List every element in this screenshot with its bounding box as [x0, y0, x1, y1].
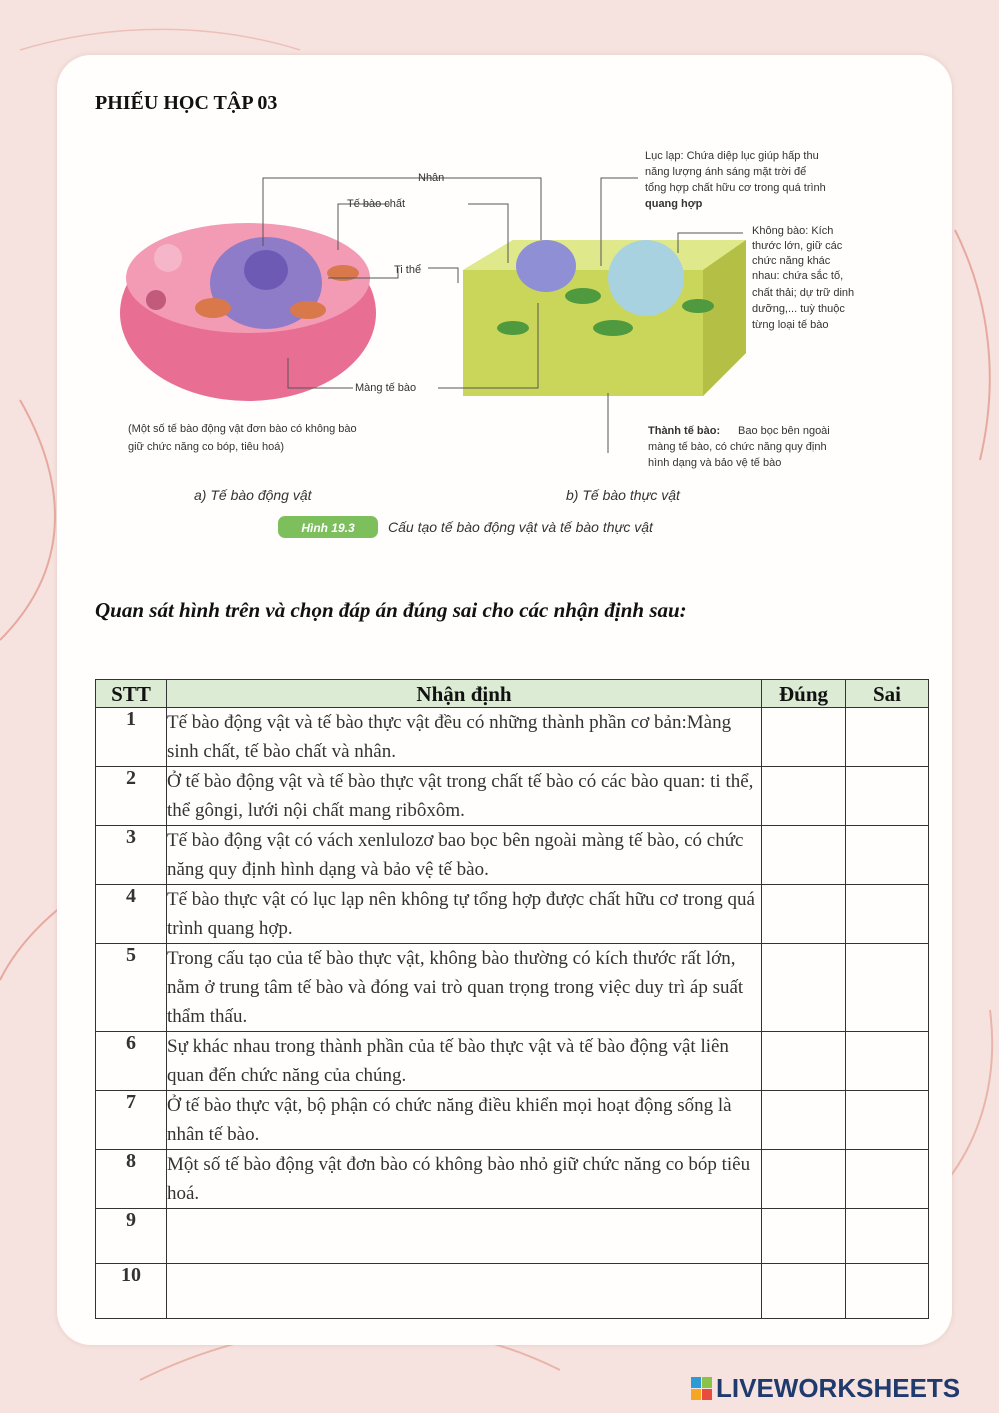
true-answer-cell[interactable] [762, 708, 846, 767]
cell-wall-label-3: hình dạng và bảo vệ tế bào [648, 457, 782, 469]
table-row [96, 1209, 929, 1264]
table-row [96, 826, 929, 885]
header-false: Sai [846, 680, 929, 708]
true-answer-cell[interactable] [762, 944, 846, 1032]
statement-text: Ở tế bào thực vật, bộ phận có chức năng điều khiển mọi hoạt động sống là nhân tế bào. [167, 1091, 762, 1150]
statement-text: Một số tế bào động vật đơn bào có không bào nhỏ giữ chức năng co bóp tiêu hoá. [167, 1150, 762, 1209]
false-answer-cell[interactable] [846, 708, 929, 767]
row-number: 1 [96, 708, 167, 767]
false-answer-cell[interactable] [846, 767, 929, 826]
header-true: Đúng [762, 680, 846, 708]
false-answer-cell[interactable] [846, 944, 929, 1032]
worksheet-title: PHIẾU HỌC TẬP 03 [95, 92, 278, 114]
vacuole-label-3: chức năng khác [752, 255, 831, 267]
figure-caption: Cấu tạo tế bào động vật và tế bào thực vật [388, 519, 653, 535]
true-answer-cell[interactable] [762, 767, 846, 826]
statement-text: Trong cấu tạo của tế bào thực vật, không bào thường có kích thước rất lớn, nằm ở trung tâm tế bào và đóng vai trò quan trọng trong việc duy trì áp suất thẩm thấu. [167, 944, 762, 1032]
cell-structure-figure [118, 138, 878, 558]
table-row [96, 1150, 929, 1209]
row-number: 7 [96, 1091, 167, 1150]
row-number: 8 [96, 1150, 167, 1209]
chloroplast-label-2: năng lượng ánh sáng mặt trời để [645, 166, 807, 178]
false-answer-cell[interactable] [846, 1032, 929, 1091]
table-row [96, 1032, 929, 1091]
plant-cell-illustration [463, 240, 746, 396]
caption-animal-cell: a) Tế bào động vật [194, 487, 312, 503]
statement-text: Ở tế bào động vật và tế bào thực vật trong chất tế bào có các bào quan: ti thể, thể gôngi, lưới nội chất mang ribôxôm. [167, 767, 762, 826]
true-answer-cell[interactable] [762, 1209, 846, 1264]
row-number: 10 [96, 1264, 167, 1319]
caption-plant-cell: b) Tế bào thực vật [566, 487, 680, 503]
statement-text: Tế bào động vật và tế bào thực vật đều có những thành phần cơ bản:Màng sinh chất, tế bào chất và nhân. [167, 708, 762, 767]
statement-text: Tế bào động vật có vách xenlulozơ bao bọc bên ngoài màng tế bào, có chức năng quy định hình dạng và bảo vệ tế bào. [167, 826, 762, 885]
liveworksheets-logo-icon [691, 1377, 713, 1401]
nucleus-label: Nhân [418, 172, 445, 184]
table-row [96, 708, 929, 767]
header-stt: STT [96, 680, 167, 708]
false-answer-cell[interactable] [846, 1091, 929, 1150]
table-row [96, 885, 929, 944]
animal-note-line-1: (Một số tế bào động vật đơn bào có không bào [128, 423, 357, 435]
row-number: 3 [96, 826, 167, 885]
cell-wall-label-2: màng tế bào, có chức năng quy định [648, 441, 827, 453]
false-answer-cell[interactable] [846, 1209, 929, 1264]
row-number: 2 [96, 767, 167, 826]
true-answer-cell[interactable] [762, 1032, 846, 1091]
instruction-text: Quan sát hình trên và chọn đáp án đúng sai cho các nhận định sau: [95, 598, 687, 622]
chloroplast-label-3: tổng hợp chất hữu cơ trong quá trình [645, 182, 826, 194]
statement-text: Sự khác nhau trong thành phần của tế bào thực vật và tế bào động vật liên quan đến chức năng của chúng. [167, 1032, 762, 1091]
table-row [96, 767, 929, 826]
table-row [96, 944, 929, 1032]
true-answer-cell[interactable] [762, 826, 846, 885]
vacuole-label-7: từng loại tế bào [752, 319, 829, 331]
vacuole-label-1: Không bào: Kích [752, 225, 834, 237]
table-row [96, 1264, 929, 1319]
figure-badge-text: Hình 19.3 [301, 521, 355, 535]
animal-note-line-2: giữ chức năng co bóp, tiêu hoá) [128, 441, 284, 453]
statement-text[interactable] [167, 1264, 762, 1319]
cytoplasm-label: Tế bào chất [347, 198, 406, 210]
false-answer-cell[interactable] [846, 1264, 929, 1319]
row-number: 6 [96, 1032, 167, 1091]
membrane-label: Màng tế bào [355, 382, 417, 394]
chloroplast-label-1: Lục lạp: Chứa diệp lục giúp hấp thu [645, 150, 819, 162]
mitochondria-label: Ti thể [394, 264, 422, 276]
false-answer-cell[interactable] [846, 885, 929, 944]
false-answer-cell[interactable] [846, 826, 929, 885]
header-statement: Nhận định [167, 680, 762, 708]
table-row [96, 1091, 929, 1150]
table-header-row [96, 680, 929, 708]
statement-text: Tế bào thực vật có lục lạp nên không tự tổng hợp được chất hữu cơ trong quá trình quang hợp. [167, 885, 762, 944]
vacuole-label-2: thước lớn, giữ các [752, 240, 843, 252]
liveworksheets-logo [691, 1373, 960, 1404]
true-answer-cell[interactable] [762, 1264, 846, 1319]
statement-text[interactable] [167, 1209, 762, 1264]
true-answer-cell[interactable] [762, 1150, 846, 1209]
true-answer-cell[interactable] [762, 885, 846, 944]
row-number: 5 [96, 944, 167, 1032]
statements-table [95, 679, 929, 1319]
vacuole-label-5: chất thải; dự trữ dinh [752, 287, 855, 299]
vacuole-label-4: nhau: chứa sắc tố, [752, 270, 844, 282]
true-answer-cell[interactable] [762, 1091, 846, 1150]
cell-wall-label-1b: Bao bọc bên ngoài [738, 425, 830, 437]
false-answer-cell[interactable] [846, 1150, 929, 1209]
row-number: 9 [96, 1209, 167, 1264]
row-number: 4 [96, 885, 167, 944]
chloroplast-label-4: quang hợp [645, 198, 703, 210]
vacuole-label-6: dưỡng,... tuỳ thuộc [752, 303, 845, 315]
cell-wall-label-title: Thành tế bào: [648, 425, 721, 437]
liveworksheets-logo-text: LIVEWORKSHEETS [716, 1373, 961, 1403]
